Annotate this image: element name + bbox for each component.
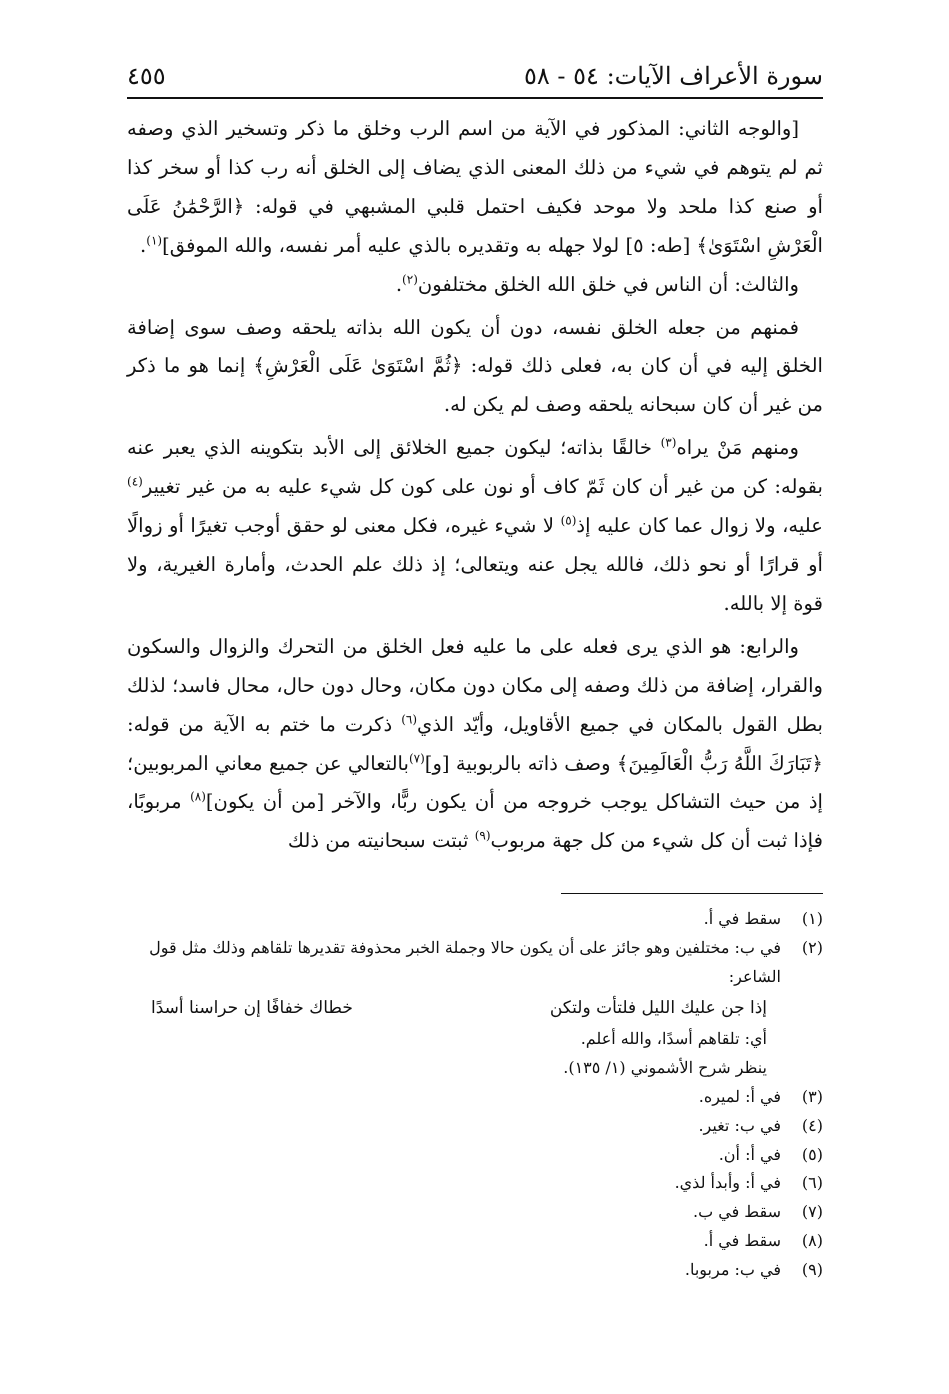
footnote-ref-2: (٢) — [402, 272, 418, 287]
paragraph-fourth-aspect: والرابع: هو الذي يرى فعله على ما عليه فعل الخلق من التحرك والزوال والسكون والقرار، إضافة من ذلك وصفه إلى مكان دون مكان، وحال دون حال، محال فاسد؛ لذلك بطل القول بالمكان في جميع الأقاويل، وأيّد الذي$^{(٦)}$ ذكرت ما ختم به الآية من قوله: ﴿تَبَارَكَ اللَّهُ رَبُّ الْعَالَمِينَ﴾ وصف ذاته بالربوبية [و]$^{(٧)}$بالتعالي عن جميع معاني المربوبين؛ إذ من حيث التشاكل يوجب خروجه من أن يكون ربًّا، والآخر [من أن يكون]$^{(٨)}$ مربوبًا، فإذا ثبت أن كل شيء من كل جهة مربوب$^{(٩)}$ ثبتت سبحانيته من ذلك — [127, 634, 823, 853]
footnote-4: (٤) في ب: تغير. — [698, 1115, 823, 1135]
poetry-verse — [127, 993, 823, 1023]
header-divider — [127, 97, 823, 99]
footnote-5: (٥) في أ: أن. — [718, 1144, 823, 1164]
footnote-6: (٦) في أ: وأبدأ لذي. — [674, 1173, 823, 1193]
footnote-ref-9: (٩) — [474, 828, 491, 843]
footnote-2-reference: ينظر شرح الأشموني (١/ ١٣٥). — [563, 1058, 767, 1078]
footnote-1: (١) سقط في أ. — [703, 909, 823, 928]
footnote-ref-1: (١) — [146, 233, 163, 248]
footnote-8: (٨) سقط في أ. — [703, 1230, 823, 1250]
verse-second-hemistich: خطاك خفافًا إن حراسنا أسدًا — [151, 998, 353, 1019]
footnote-3: (٣) في أ: لميره. — [698, 1086, 823, 1106]
footnote-7: (٧) سقط في ب. — [693, 1202, 823, 1222]
footnote-2-explanation: أي: تلقاهم أسدًا، والله أعلم. — [580, 1029, 767, 1049]
footnote-divider — [561, 893, 823, 894]
main-text — [127, 110, 823, 861]
footnote-2: (٢) في ب: مختلفين وهو جائز على أن يكون حالا وجملة الخبر محذوفة تقديرها تلقاهم وذلك مثل قول الشاعر: — [149, 937, 823, 986]
footnote-ref-7: (٧) — [408, 750, 425, 765]
footnote-ref-5: (٥) — [560, 513, 577, 528]
verse-first-hemistich: إذا جن عليك الليل فلتأت ولتكن — [549, 998, 767, 1019]
footnote-ref-6: (٦) — [401, 712, 418, 727]
running-title: سورة الأعراف الآيات: ٥٤ - ٥٨ — [524, 62, 823, 90]
footnotes — [127, 905, 823, 1285]
paragraph-third-aspect: والثالث: أن الناس في خلق الله الخلق مختلفون$^{(٢)}$. — [395, 272, 799, 296]
page-number: ٤٥٥ — [127, 62, 166, 90]
running-header — [127, 58, 823, 94]
paragraph-second-aspect: [والوجه الثاني: المذكور في الآية من اسم الرب وخلق ما ذكر وتسخير الذي وصفه ثم لم يتوهم في شيء من ذلك المعنى الذي يضاف إلى الخلق أنه رب كذا أو سخر كذا أو صنع كذا ملحد ولا موحد فكيف احتمل قلبي المشبهي في قوله: ﴿الرَّحْمَٰنُ عَلَى الْعَرْشِ اسْتَوَىٰ﴾ [طه: ٥] لولا جهله به وتقديره بالذي عليه أمر نفسه، والله الموفق]$^{(١)}$. — [127, 117, 823, 257]
footnote-ref-8: (٨) — [190, 789, 206, 804]
footnote-ref-4: (٤) — [127, 474, 143, 489]
footnote-9: (٩) في ب: مربوبا. — [684, 1259, 823, 1279]
paragraph-second-group: ومنهم مَنْ يراه$^{(٣)}$ خالقًا بذاته؛ ليكون جميع الخلائق إلى الأبد بتكوينه الذي يعبر عنه بقوله: كن من غير أن كان ثَمّ كاف أو نون على كون كل شيء عليه به من غير تغيير$^{(٤)}$ عليه، ولا زوال عما كان عليه إذ$^{(٥)}$ لا شيء غيره، فكل معنى لو حقق أوجب تغيرًا أو زوالًا أو قرارًا أو نحو ذلك، فالله يجل عنه ويتعالى؛ إذ ذلك علم الحدث، وأمارة الغيرية، ولا قوة إلا بالله. — [127, 435, 823, 615]
paragraph-first-group: فمنهم من جعله الخلق نفسه، دون أن يكون الله بذاته يلحقه وصف سوى إضافة الخلق إليه في أن كان به، فعلى ذلك قوله: ﴿ثُمَّ اسْتَوَىٰ عَلَى الْعَرْشِ﴾ إنما هو ما ذكر من غير أن كان سبحانه يلحقه وصف لم يكن له. — [127, 315, 823, 417]
footnote-ref-3: (٣) — [660, 435, 677, 450]
